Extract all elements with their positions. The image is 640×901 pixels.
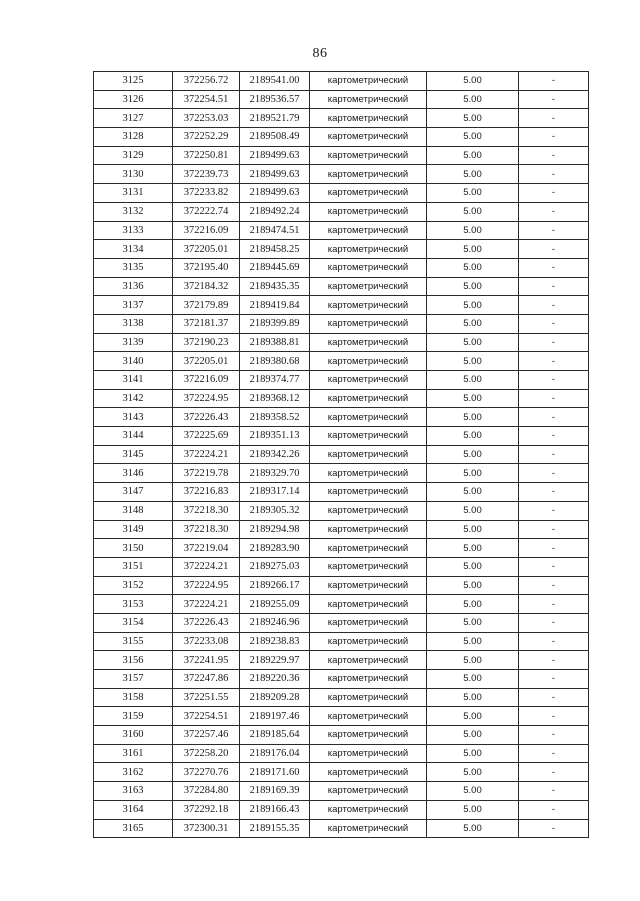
point-number-cell: 3150 bbox=[94, 539, 173, 558]
precision-cell: 5.00 bbox=[427, 296, 519, 315]
point-number-cell: 3125 bbox=[94, 72, 173, 91]
y-coordinate-cell: 2189499.63 bbox=[240, 165, 310, 184]
y-coordinate-cell: 2189374.77 bbox=[240, 371, 310, 390]
point-number-cell: 3132 bbox=[94, 202, 173, 221]
point-number-cell: 3137 bbox=[94, 296, 173, 315]
method-cell: картометрический bbox=[310, 464, 427, 483]
table-row bbox=[94, 557, 589, 576]
x-coordinate-cell: 372254.51 bbox=[173, 707, 240, 726]
precision-cell: 5.00 bbox=[427, 445, 519, 464]
y-coordinate-cell: 2189458.25 bbox=[240, 240, 310, 259]
x-coordinate-cell: 372224.21 bbox=[173, 595, 240, 614]
table-row bbox=[94, 146, 589, 165]
note-cell: - bbox=[519, 445, 589, 464]
precision-cell: 5.00 bbox=[427, 744, 519, 763]
precision-cell: 5.00 bbox=[427, 520, 519, 539]
point-number-cell: 3164 bbox=[94, 800, 173, 819]
note-cell: - bbox=[519, 483, 589, 502]
y-coordinate-cell: 2189380.68 bbox=[240, 352, 310, 371]
precision-cell: 5.00 bbox=[427, 819, 519, 838]
table-row bbox=[94, 726, 589, 745]
precision-cell: 5.00 bbox=[427, 427, 519, 446]
table-row bbox=[94, 632, 589, 651]
point-number-cell: 3155 bbox=[94, 632, 173, 651]
y-coordinate-cell: 2189368.12 bbox=[240, 389, 310, 408]
point-number-cell: 3142 bbox=[94, 389, 173, 408]
method-cell: картометрический bbox=[310, 800, 427, 819]
method-cell: картометрический bbox=[310, 333, 427, 352]
point-number-cell: 3141 bbox=[94, 371, 173, 390]
note-cell: - bbox=[519, 763, 589, 782]
note-cell: - bbox=[519, 240, 589, 259]
x-coordinate-cell: 372226.43 bbox=[173, 408, 240, 427]
note-cell: - bbox=[519, 128, 589, 147]
note-cell: - bbox=[519, 314, 589, 333]
table-row bbox=[94, 128, 589, 147]
precision-cell: 5.00 bbox=[427, 782, 519, 801]
method-cell: картометрический bbox=[310, 109, 427, 128]
point-number-cell: 3127 bbox=[94, 109, 173, 128]
x-coordinate-cell: 372225.69 bbox=[173, 427, 240, 446]
table-row bbox=[94, 296, 589, 315]
method-cell: картометрический bbox=[310, 202, 427, 221]
y-coordinate-cell: 2189492.24 bbox=[240, 202, 310, 221]
method-cell: картометрический bbox=[310, 483, 427, 502]
note-cell: - bbox=[519, 464, 589, 483]
y-coordinate-cell: 2189294.98 bbox=[240, 520, 310, 539]
method-cell: картометрический bbox=[310, 670, 427, 689]
point-number-cell: 3151 bbox=[94, 557, 173, 576]
method-cell: картометрический bbox=[310, 258, 427, 277]
note-cell: - bbox=[519, 352, 589, 371]
note-cell: - bbox=[519, 782, 589, 801]
point-number-cell: 3158 bbox=[94, 688, 173, 707]
y-coordinate-cell: 2189435.35 bbox=[240, 277, 310, 296]
method-cell: картометрический bbox=[310, 389, 427, 408]
x-coordinate-cell: 372247.86 bbox=[173, 670, 240, 689]
point-number-cell: 3133 bbox=[94, 221, 173, 240]
note-cell: - bbox=[519, 539, 589, 558]
table-row bbox=[94, 763, 589, 782]
precision-cell: 5.00 bbox=[427, 576, 519, 595]
precision-cell: 5.00 bbox=[427, 258, 519, 277]
note-cell: - bbox=[519, 501, 589, 520]
point-number-cell: 3144 bbox=[94, 427, 173, 446]
y-coordinate-cell: 2189176.04 bbox=[240, 744, 310, 763]
method-cell: картометрический bbox=[310, 632, 427, 651]
x-coordinate-cell: 372218.30 bbox=[173, 501, 240, 520]
note-cell: - bbox=[519, 427, 589, 446]
precision-cell: 5.00 bbox=[427, 651, 519, 670]
x-coordinate-cell: 372205.01 bbox=[173, 352, 240, 371]
precision-cell: 5.00 bbox=[427, 146, 519, 165]
table-row bbox=[94, 483, 589, 502]
x-coordinate-cell: 372258.20 bbox=[173, 744, 240, 763]
table-row bbox=[94, 819, 589, 838]
y-coordinate-cell: 2189536.57 bbox=[240, 90, 310, 109]
note-cell: - bbox=[519, 109, 589, 128]
point-number-cell: 3148 bbox=[94, 501, 173, 520]
point-number-cell: 3143 bbox=[94, 408, 173, 427]
x-coordinate-cell: 372226.43 bbox=[173, 613, 240, 632]
note-cell: - bbox=[519, 408, 589, 427]
point-number-cell: 3149 bbox=[94, 520, 173, 539]
precision-cell: 5.00 bbox=[427, 314, 519, 333]
note-cell: - bbox=[519, 389, 589, 408]
coordinates-table-body bbox=[94, 72, 589, 838]
y-coordinate-cell: 2189238.83 bbox=[240, 632, 310, 651]
table-row bbox=[94, 165, 589, 184]
y-coordinate-cell: 2189209.28 bbox=[240, 688, 310, 707]
point-number-cell: 3131 bbox=[94, 184, 173, 203]
precision-cell: 5.00 bbox=[427, 202, 519, 221]
table-row bbox=[94, 520, 589, 539]
method-cell: картометрический bbox=[310, 763, 427, 782]
method-cell: картометрический bbox=[310, 782, 427, 801]
table-row bbox=[94, 389, 589, 408]
point-number-cell: 3147 bbox=[94, 483, 173, 502]
table-row bbox=[94, 576, 589, 595]
method-cell: картометрический bbox=[310, 688, 427, 707]
point-number-cell: 3153 bbox=[94, 595, 173, 614]
point-number-cell: 3152 bbox=[94, 576, 173, 595]
note-cell: - bbox=[519, 744, 589, 763]
y-coordinate-cell: 2189445.69 bbox=[240, 258, 310, 277]
y-coordinate-cell: 2189499.63 bbox=[240, 146, 310, 165]
note-cell: - bbox=[519, 296, 589, 315]
note-cell: - bbox=[519, 90, 589, 109]
y-coordinate-cell: 2189399.89 bbox=[240, 314, 310, 333]
x-coordinate-cell: 372250.81 bbox=[173, 146, 240, 165]
table-row bbox=[94, 464, 589, 483]
y-coordinate-cell: 2189388.81 bbox=[240, 333, 310, 352]
method-cell: картометрический bbox=[310, 501, 427, 520]
method-cell: картометрический bbox=[310, 744, 427, 763]
page-number: 86 bbox=[312, 46, 328, 61]
y-coordinate-cell: 2189171.60 bbox=[240, 763, 310, 782]
x-coordinate-cell: 372224.95 bbox=[173, 389, 240, 408]
table-row bbox=[94, 90, 589, 109]
table-row bbox=[94, 371, 589, 390]
method-cell: картометрический bbox=[310, 72, 427, 91]
method-cell: картометрический bbox=[310, 408, 427, 427]
note-cell: - bbox=[519, 651, 589, 670]
precision-cell: 5.00 bbox=[427, 632, 519, 651]
table-row bbox=[94, 613, 589, 632]
method-cell: картометрический bbox=[310, 707, 427, 726]
point-number-cell: 3160 bbox=[94, 726, 173, 745]
table-row bbox=[94, 109, 589, 128]
y-coordinate-cell: 2189220.36 bbox=[240, 670, 310, 689]
precision-cell: 5.00 bbox=[427, 333, 519, 352]
note-cell: - bbox=[519, 72, 589, 91]
table-row bbox=[94, 800, 589, 819]
table-row bbox=[94, 240, 589, 259]
table-row bbox=[94, 184, 589, 203]
note-cell: - bbox=[519, 576, 589, 595]
note-cell: - bbox=[519, 819, 589, 838]
x-coordinate-cell: 372179.89 bbox=[173, 296, 240, 315]
precision-cell: 5.00 bbox=[427, 389, 519, 408]
y-coordinate-cell: 2189521.79 bbox=[240, 109, 310, 128]
point-number-cell: 3163 bbox=[94, 782, 173, 801]
note-cell: - bbox=[519, 258, 589, 277]
point-number-cell: 3145 bbox=[94, 445, 173, 464]
table-row bbox=[94, 277, 589, 296]
y-coordinate-cell: 2189266.17 bbox=[240, 576, 310, 595]
precision-cell: 5.00 bbox=[427, 483, 519, 502]
precision-cell: 5.00 bbox=[427, 557, 519, 576]
method-cell: картометрический bbox=[310, 352, 427, 371]
table-row bbox=[94, 408, 589, 427]
y-coordinate-cell: 2189166.43 bbox=[240, 800, 310, 819]
table-row bbox=[94, 72, 589, 91]
x-coordinate-cell: 372254.51 bbox=[173, 90, 240, 109]
precision-cell: 5.00 bbox=[427, 707, 519, 726]
x-coordinate-cell: 372216.09 bbox=[173, 221, 240, 240]
table-row bbox=[94, 651, 589, 670]
precision-cell: 5.00 bbox=[427, 128, 519, 147]
x-coordinate-cell: 372292.18 bbox=[173, 800, 240, 819]
precision-cell: 5.00 bbox=[427, 352, 519, 371]
table-row bbox=[94, 258, 589, 277]
note-cell: - bbox=[519, 613, 589, 632]
x-coordinate-cell: 372190.23 bbox=[173, 333, 240, 352]
table-row bbox=[94, 427, 589, 446]
method-cell: картометрический bbox=[310, 240, 427, 259]
note-cell: - bbox=[519, 726, 589, 745]
y-coordinate-cell: 2189185.64 bbox=[240, 726, 310, 745]
table-row bbox=[94, 782, 589, 801]
y-coordinate-cell: 2189305.32 bbox=[240, 501, 310, 520]
method-cell: картометрический bbox=[310, 277, 427, 296]
x-coordinate-cell: 372270.76 bbox=[173, 763, 240, 782]
x-coordinate-cell: 372257.46 bbox=[173, 726, 240, 745]
x-coordinate-cell: 372300.31 bbox=[173, 819, 240, 838]
x-coordinate-cell: 372284.80 bbox=[173, 782, 240, 801]
method-cell: картометрический bbox=[310, 576, 427, 595]
x-coordinate-cell: 372253.03 bbox=[173, 109, 240, 128]
x-coordinate-cell: 372184.32 bbox=[173, 277, 240, 296]
note-cell: - bbox=[519, 202, 589, 221]
x-coordinate-cell: 372256.72 bbox=[173, 72, 240, 91]
point-number-cell: 3129 bbox=[94, 146, 173, 165]
method-cell: картометрический bbox=[310, 726, 427, 745]
y-coordinate-cell: 2189329.70 bbox=[240, 464, 310, 483]
method-cell: картометрический bbox=[310, 613, 427, 632]
x-coordinate-cell: 372205.01 bbox=[173, 240, 240, 259]
point-number-cell: 3138 bbox=[94, 314, 173, 333]
point-number-cell: 3165 bbox=[94, 819, 173, 838]
table-row bbox=[94, 744, 589, 763]
table-row bbox=[94, 202, 589, 221]
coordinates-table bbox=[93, 71, 589, 838]
y-coordinate-cell: 2189358.52 bbox=[240, 408, 310, 427]
note-cell: - bbox=[519, 165, 589, 184]
point-number-cell: 3128 bbox=[94, 128, 173, 147]
method-cell: картометрический bbox=[310, 296, 427, 315]
y-coordinate-cell: 2189499.63 bbox=[240, 184, 310, 203]
table-row bbox=[94, 221, 589, 240]
point-number-cell: 3157 bbox=[94, 670, 173, 689]
point-number-cell: 3135 bbox=[94, 258, 173, 277]
x-coordinate-cell: 372181.37 bbox=[173, 314, 240, 333]
precision-cell: 5.00 bbox=[427, 221, 519, 240]
point-number-cell: 3136 bbox=[94, 277, 173, 296]
table-row bbox=[94, 352, 589, 371]
method-cell: картометрический bbox=[310, 371, 427, 390]
precision-cell: 5.00 bbox=[427, 109, 519, 128]
note-cell: - bbox=[519, 520, 589, 539]
note-cell: - bbox=[519, 707, 589, 726]
precision-cell: 5.00 bbox=[427, 277, 519, 296]
precision-cell: 5.00 bbox=[427, 539, 519, 558]
note-cell: - bbox=[519, 146, 589, 165]
x-coordinate-cell: 372219.04 bbox=[173, 539, 240, 558]
method-cell: картометрический bbox=[310, 165, 427, 184]
method-cell: картометрический bbox=[310, 427, 427, 446]
note-cell: - bbox=[519, 557, 589, 576]
y-coordinate-cell: 2189169.39 bbox=[240, 782, 310, 801]
table-row bbox=[94, 707, 589, 726]
point-number-cell: 3146 bbox=[94, 464, 173, 483]
method-cell: картометрический bbox=[310, 819, 427, 838]
point-number-cell: 3130 bbox=[94, 165, 173, 184]
y-coordinate-cell: 2189197.46 bbox=[240, 707, 310, 726]
method-cell: картометрический bbox=[310, 651, 427, 670]
x-coordinate-cell: 372216.09 bbox=[173, 371, 240, 390]
method-cell: картометрический bbox=[310, 90, 427, 109]
note-cell: - bbox=[519, 632, 589, 651]
note-cell: - bbox=[519, 371, 589, 390]
precision-cell: 5.00 bbox=[427, 726, 519, 745]
method-cell: картометрический bbox=[310, 520, 427, 539]
method-cell: картометрический bbox=[310, 539, 427, 558]
y-coordinate-cell: 2189275.03 bbox=[240, 557, 310, 576]
table-row bbox=[94, 314, 589, 333]
precision-cell: 5.00 bbox=[427, 240, 519, 259]
method-cell: картометрический bbox=[310, 595, 427, 614]
y-coordinate-cell: 2189474.51 bbox=[240, 221, 310, 240]
x-coordinate-cell: 372224.21 bbox=[173, 445, 240, 464]
precision-cell: 5.00 bbox=[427, 165, 519, 184]
precision-cell: 5.00 bbox=[427, 800, 519, 819]
point-number-cell: 3162 bbox=[94, 763, 173, 782]
point-number-cell: 3154 bbox=[94, 613, 173, 632]
table-row bbox=[94, 688, 589, 707]
precision-cell: 5.00 bbox=[427, 670, 519, 689]
y-coordinate-cell: 2189351.13 bbox=[240, 427, 310, 446]
precision-cell: 5.00 bbox=[427, 501, 519, 520]
table-row bbox=[94, 539, 589, 558]
precision-cell: 5.00 bbox=[427, 72, 519, 91]
method-cell: картометрический bbox=[310, 557, 427, 576]
point-number-cell: 3140 bbox=[94, 352, 173, 371]
x-coordinate-cell: 372219.78 bbox=[173, 464, 240, 483]
note-cell: - bbox=[519, 800, 589, 819]
method-cell: картометрический bbox=[310, 221, 427, 240]
x-coordinate-cell: 372252.29 bbox=[173, 128, 240, 147]
method-cell: картометрический bbox=[310, 128, 427, 147]
precision-cell: 5.00 bbox=[427, 464, 519, 483]
note-cell: - bbox=[519, 688, 589, 707]
method-cell: картометрический bbox=[310, 184, 427, 203]
point-number-cell: 3126 bbox=[94, 90, 173, 109]
note-cell: - bbox=[519, 221, 589, 240]
point-number-cell: 3161 bbox=[94, 744, 173, 763]
precision-cell: 5.00 bbox=[427, 688, 519, 707]
x-coordinate-cell: 372233.08 bbox=[173, 632, 240, 651]
y-coordinate-cell: 2189246.96 bbox=[240, 613, 310, 632]
y-coordinate-cell: 2189541.00 bbox=[240, 72, 310, 91]
y-coordinate-cell: 2189255.09 bbox=[240, 595, 310, 614]
x-coordinate-cell: 372224.95 bbox=[173, 576, 240, 595]
point-number-cell: 3156 bbox=[94, 651, 173, 670]
table-row bbox=[94, 445, 589, 464]
precision-cell: 5.00 bbox=[427, 184, 519, 203]
y-coordinate-cell: 2189342.26 bbox=[240, 445, 310, 464]
point-number-cell: 3139 bbox=[94, 333, 173, 352]
method-cell: картометрический bbox=[310, 314, 427, 333]
note-cell: - bbox=[519, 184, 589, 203]
y-coordinate-cell: 2189229.97 bbox=[240, 651, 310, 670]
x-coordinate-cell: 372195.40 bbox=[173, 258, 240, 277]
x-coordinate-cell: 372251.55 bbox=[173, 688, 240, 707]
precision-cell: 5.00 bbox=[427, 371, 519, 390]
x-coordinate-cell: 372218.30 bbox=[173, 520, 240, 539]
note-cell: - bbox=[519, 333, 589, 352]
x-coordinate-cell: 372224.21 bbox=[173, 557, 240, 576]
note-cell: - bbox=[519, 277, 589, 296]
table-row bbox=[94, 670, 589, 689]
method-cell: картометрический bbox=[310, 445, 427, 464]
note-cell: - bbox=[519, 670, 589, 689]
y-coordinate-cell: 2189155.35 bbox=[240, 819, 310, 838]
x-coordinate-cell: 372216.83 bbox=[173, 483, 240, 502]
y-coordinate-cell: 2189283.90 bbox=[240, 539, 310, 558]
point-number-cell: 3134 bbox=[94, 240, 173, 259]
table-row bbox=[94, 333, 589, 352]
precision-cell: 5.00 bbox=[427, 613, 519, 632]
precision-cell: 5.00 bbox=[427, 595, 519, 614]
method-cell: картометрический bbox=[310, 146, 427, 165]
y-coordinate-cell: 2189317.14 bbox=[240, 483, 310, 502]
y-coordinate-cell: 2189508.49 bbox=[240, 128, 310, 147]
point-number-cell: 3159 bbox=[94, 707, 173, 726]
precision-cell: 5.00 bbox=[427, 90, 519, 109]
note-cell: - bbox=[519, 595, 589, 614]
table-row bbox=[94, 595, 589, 614]
precision-cell: 5.00 bbox=[427, 408, 519, 427]
x-coordinate-cell: 372241.95 bbox=[173, 651, 240, 670]
y-coordinate-cell: 2189419.84 bbox=[240, 296, 310, 315]
table-row bbox=[94, 501, 589, 520]
x-coordinate-cell: 372233.82 bbox=[173, 184, 240, 203]
precision-cell: 5.00 bbox=[427, 763, 519, 782]
x-coordinate-cell: 372222.74 bbox=[173, 202, 240, 221]
x-coordinate-cell: 372239.73 bbox=[173, 165, 240, 184]
